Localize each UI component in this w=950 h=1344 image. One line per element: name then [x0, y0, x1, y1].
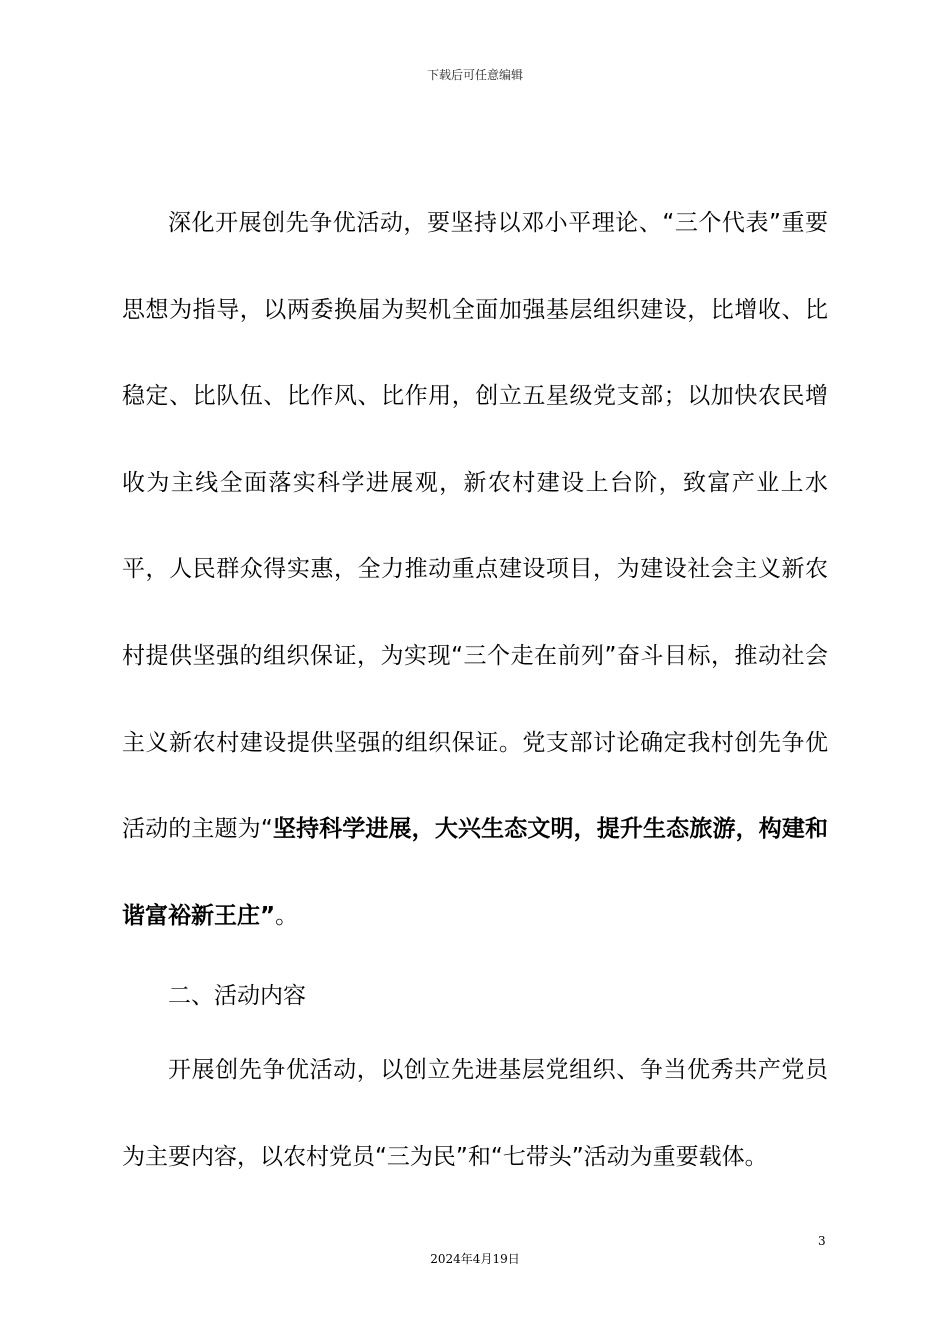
footer-date: 2024年4月19日: [430, 1252, 520, 1266]
paragraph-tail: 。: [275, 902, 299, 929]
paragraph-activity-theme: [122, 180, 828, 959]
page-header: 下载后可任意编辑: [426, 68, 523, 82]
document-body: [122, 180, 828, 1201]
theme-slogan: 坚持科学进展，大兴生态文明，提升生态旅游，构建和谐富裕新王庄”: [122, 816, 828, 929]
paragraph-text: 深化开展创先争优活动，要坚持以邓小平理论、“三个代表”重要思想为指导，以两委换届为契机全面加强基层组织建设，比增收、比稳定、比队伍、比作风、比作用，创立五星级党支部；以加快农民增收为主线全面落实科学进展观，新农村建设上台阶，致富产业上水平，人民群众得实惠，全力推动重点建设项目，为建设社会主义新农村提供坚强的组织保证，为实现“三个走在前列”奋斗目标，推动社会主义新农村建设提供坚强的组织保证。党支部讨论确定我村创先争优活动的主题为“: [122, 210, 828, 843]
section-heading: 二、活动内容: [168, 983, 306, 1010]
paragraph-activity-content: 开展创先争优活动，以创立先进基层党组织、争当优秀共产党员为主要内容，以农村党员“三为民”和“七带头”活动为重要载体。: [122, 1057, 828, 1170]
page-number: 3: [818, 1234, 826, 1248]
